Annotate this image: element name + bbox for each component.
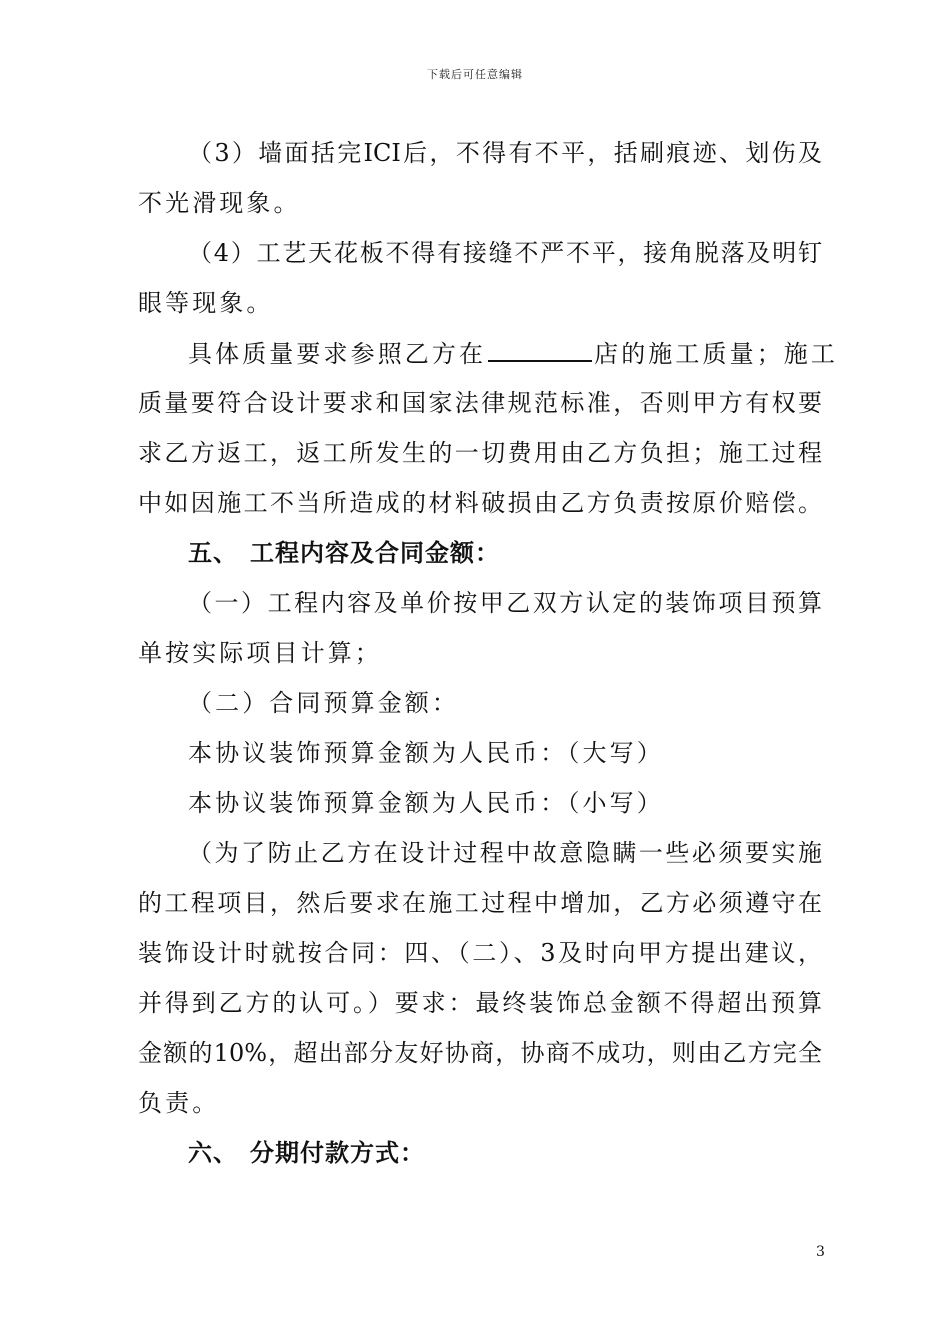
- amount-lowercase-line: 本协议装饰预算金额为人民币：（小写）: [188, 789, 664, 817]
- fill-in-blank[interactable]: [488, 338, 592, 362]
- quality-line: [188, 338, 838, 369]
- page-header: 下载后可任意编辑: [427, 68, 523, 81]
- paragraph-line: （一）工程内容及单价按甲乙双方认定的装饰项目预算: [188, 589, 822, 617]
- paragraph-line: 中如因施工不当所造成的材料破损由乙方负责按原价赔偿。: [138, 489, 822, 517]
- paragraph-line: （4）工艺天花板不得有接缝不严不平，接角脱落及明钉: [188, 239, 822, 267]
- paragraph-text: 店的施工质量；施工: [594, 340, 839, 368]
- paragraph-line: 质量要符合设计要求和国家法律规范标准，否则甲方有权要: [138, 389, 822, 417]
- paragraph-line: 的工程项目，然后要求在施工过程中增加，乙方必须遵守在: [138, 889, 822, 917]
- section-title: 工程内容及合同金额：: [250, 539, 500, 567]
- paragraph-text: 具体质量要求参照乙方在: [188, 340, 487, 368]
- section-title: 分期付款方式：: [250, 1139, 425, 1167]
- section-number: 六、: [188, 1139, 238, 1167]
- paragraph-line: （为了防止乙方在设计过程中故意隐瞒一些必须要实施: [188, 839, 822, 867]
- paragraph-line: 不光滑现象。: [138, 189, 301, 217]
- page-number: 3: [816, 1244, 825, 1260]
- paragraph-line: 求乙方返工，返工所发生的一切费用由乙方负担；施工过程: [138, 439, 822, 467]
- paragraph-line: 单按实际项目计算；: [138, 639, 382, 667]
- section-number: 五、: [188, 539, 238, 567]
- amount-uppercase-line: 本协议装饰预算金额为人民币：（大写）: [188, 739, 664, 767]
- section-heading-5: [188, 538, 500, 568]
- paragraph-line: （3）墙面括完ICI后，不得有不平，括刷痕迹、划伤及: [188, 139, 822, 167]
- paragraph-line: （二）合同预算金额：: [188, 689, 459, 717]
- section-heading-6: [188, 1138, 425, 1168]
- paragraph-line: 眼等现象。: [138, 289, 274, 317]
- paragraph-line: 并得到乙方的认可。）要求：最终装饰总金额不得超出预算: [138, 989, 822, 1017]
- paragraph-line: 负责。: [138, 1089, 220, 1117]
- paragraph-line: 装饰设计时就按合同：四、（二）、3及时向甲方提出建议，: [138, 939, 822, 967]
- paragraph-line: 金额的10%，超出部分友好协商，协商不成功，则由乙方完全: [138, 1039, 822, 1067]
